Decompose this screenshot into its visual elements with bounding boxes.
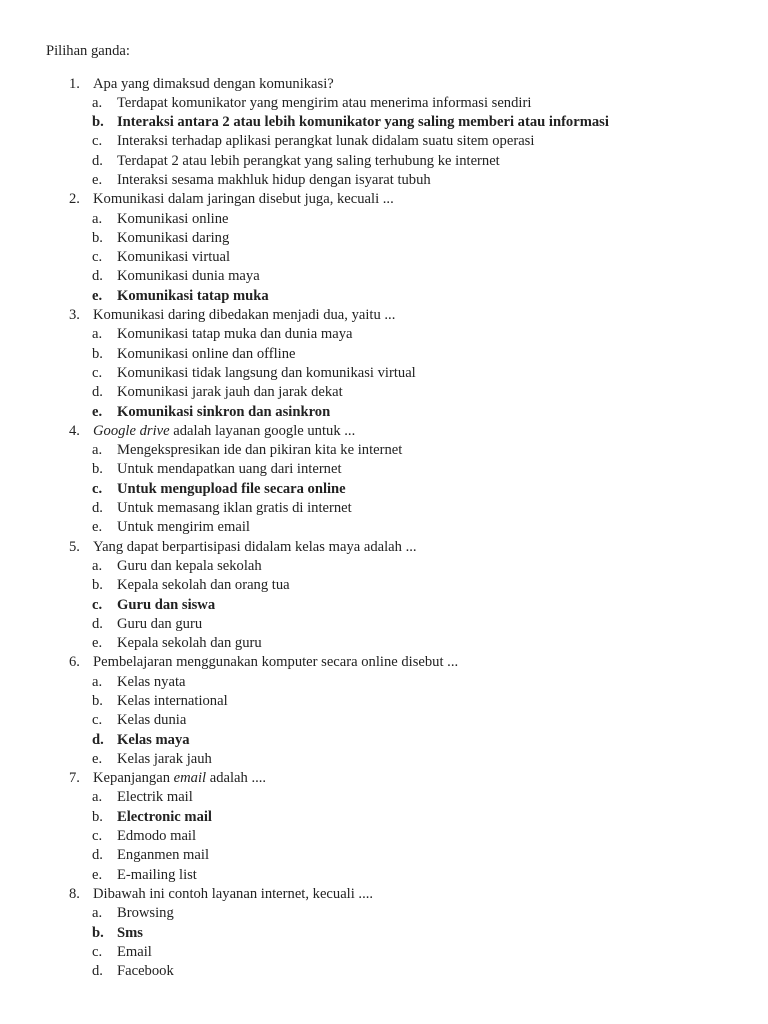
answer-option (0, 171, 768, 190)
option-letter: e. (92, 519, 103, 536)
option-text: Kepala sekolah dan guru (117, 635, 262, 652)
option-letter: c. (92, 249, 103, 266)
option-letter: d. (92, 847, 103, 864)
option-text: Untuk mengupload file secara online (117, 480, 346, 497)
option-text: Terdapat komunikator yang mengirim atau menerima informasi sendiri (117, 94, 532, 111)
question-number: 1. (69, 75, 80, 92)
option-text: Enganmen mail (117, 847, 209, 864)
question-text-prefix: Pembelajaran menggunakan komputer secara online disebut ... (93, 654, 459, 671)
option-text: Untuk mendapatkan uang dari internet (117, 461, 342, 478)
answer-option (0, 962, 768, 981)
option-letter: a. (92, 673, 103, 690)
option-text: Email (117, 943, 152, 960)
option-letter: d. (92, 152, 103, 169)
option-letter: e. (92, 287, 103, 304)
option-text: Komunikasi tidak langsung dan komunikasi virtual (117, 364, 416, 381)
option-letter: b. (92, 577, 103, 594)
option-text: Browsing (117, 905, 174, 922)
option-text: Untuk mengirim email (117, 519, 250, 536)
answer-option (0, 248, 768, 267)
question-text (93, 190, 394, 209)
question-text-italic: email (173, 770, 207, 787)
option-letter: e. (92, 403, 103, 420)
option-text: Komunikasi online dan offline (117, 345, 296, 362)
question-text (93, 306, 395, 325)
option-letter: c. (92, 712, 103, 729)
option-letter: b. (92, 114, 104, 131)
option-letter: c. (92, 828, 103, 845)
option-letter: b. (92, 461, 103, 478)
answer-option (0, 692, 768, 711)
option-letter: d. (92, 963, 103, 980)
question-text-prefix: Komunikasi daring dibedakan menjadi dua, yaitu ... (93, 307, 396, 324)
option-letter: a. (92, 905, 103, 922)
option-letter: c. (92, 943, 103, 960)
question-text-suffix: adalah layanan google untuk ... (169, 422, 356, 439)
option-text: E-mailing list (117, 866, 197, 883)
option-text: Komunikasi sinkron dan asinkron (117, 403, 331, 420)
answer-option (0, 267, 768, 286)
option-text: Terdapat 2 atau lebih perangkat yang saling terhubung ke internet (117, 152, 500, 169)
question-item (0, 885, 768, 904)
answer-option-correct (0, 596, 768, 615)
option-text: Edmodo mail (117, 828, 197, 845)
option-text: Electrik mail (117, 789, 193, 806)
question-text-prefix: Dibawah ini contoh layanan internet, kecuali .... (93, 885, 374, 902)
answer-option-correct (0, 403, 768, 422)
question-item (0, 538, 768, 557)
question-number: 2. (69, 191, 80, 208)
answer-option-correct (0, 731, 768, 750)
option-text: Kelas dunia (117, 712, 187, 729)
question-number: 4. (69, 422, 80, 439)
option-letter: b. (92, 229, 103, 246)
option-text: Electronic mail (117, 808, 212, 825)
option-letter: a. (92, 557, 103, 574)
answer-option (0, 441, 768, 460)
answer-option (0, 615, 768, 634)
answer-option (0, 152, 768, 171)
question-number: 3. (69, 307, 80, 324)
option-letter: b. (92, 924, 104, 941)
question-item (0, 306, 768, 325)
answer-option-correct (0, 113, 768, 132)
question-text (93, 885, 373, 904)
answer-option (0, 94, 768, 113)
answer-option-correct (0, 924, 768, 943)
option-text: Kelas international (117, 693, 228, 709)
answer-option (0, 866, 768, 885)
answer-option (0, 576, 768, 595)
option-letter: d. (92, 384, 103, 401)
option-letter: e. (92, 171, 103, 188)
option-text: Interaksi sesama makhluk hidup dengan isyarat tubuh (117, 171, 431, 188)
answer-option (0, 846, 768, 865)
question-item (0, 653, 768, 672)
section-heading: Pilihan ganda: (46, 43, 130, 59)
option-letter: a. (92, 326, 103, 343)
answer-option (0, 345, 768, 364)
answer-option (0, 750, 768, 769)
option-text: Kelas maya (117, 731, 190, 748)
option-letter: e. (92, 635, 103, 652)
option-letter: b. (92, 345, 103, 362)
option-letter: c. (92, 596, 103, 613)
question-item (0, 190, 768, 209)
question-text-prefix: Kepanjangan (93, 770, 174, 787)
option-letter: c. (92, 480, 103, 497)
answer-option (0, 499, 768, 518)
answer-option-correct (0, 480, 768, 499)
answer-option (0, 673, 768, 692)
option-text: Komunikasi tatap muka dan dunia maya (117, 326, 353, 343)
option-letter: b. (92, 693, 103, 709)
question-text (93, 653, 458, 672)
option-text: Interaksi antara 2 atau lebih komunikator yang saling memberi atau informasi (117, 114, 609, 131)
option-text: Facebook (117, 963, 174, 980)
option-letter: c. (92, 133, 103, 150)
answer-option (0, 634, 768, 653)
question-number: 5. (69, 538, 80, 555)
option-letter: b. (92, 808, 103, 825)
option-text: Guru dan siswa (117, 596, 216, 613)
option-text: Komunikasi dunia maya (117, 268, 260, 285)
option-text: Kelas nyata (117, 673, 186, 690)
answer-option (0, 364, 768, 383)
answer-option (0, 210, 768, 229)
question-text (93, 422, 355, 441)
question-item (0, 75, 768, 94)
question-text (93, 75, 334, 94)
answer-option-correct (0, 287, 768, 306)
option-text: Komunikasi online (117, 210, 229, 227)
answer-option (0, 557, 768, 576)
answer-option (0, 827, 768, 846)
option-text: Kelas jarak jauh (117, 750, 212, 767)
question-number: 6. (69, 654, 80, 671)
option-text: Kepala sekolah dan orang tua (117, 577, 290, 594)
option-letter: a. (92, 789, 103, 806)
option-letter: c. (92, 364, 103, 381)
question-text (93, 538, 417, 557)
question-text-suffix: adalah .... (206, 770, 267, 787)
question-item (0, 769, 768, 788)
answer-option (0, 460, 768, 479)
option-letter: e. (92, 866, 103, 883)
option-text: Komunikasi jarak jauh dan jarak dekat (117, 384, 343, 401)
option-text: Guru dan kepala sekolah (117, 557, 262, 574)
option-text: Guru dan guru (117, 615, 203, 632)
option-letter: a. (92, 442, 103, 459)
option-letter: a. (92, 210, 103, 227)
question-number: 8. (69, 885, 80, 902)
option-text: Mengekspresikan ide dan pikiran kita ke internet (117, 442, 403, 459)
option-letter: e. (92, 750, 103, 767)
answer-option-correct (0, 808, 768, 827)
option-text: Sms (117, 924, 143, 941)
option-letter: a. (92, 94, 103, 111)
option-text: Komunikasi virtual (117, 249, 231, 266)
option-letter: d. (92, 500, 103, 517)
option-letter: d. (92, 268, 103, 285)
question-list (0, 75, 768, 982)
question-item (0, 422, 768, 441)
answer-option (0, 132, 768, 151)
question-text-italic: Google drive (93, 422, 170, 439)
answer-option (0, 518, 768, 537)
option-text: Komunikasi tatap muka (117, 287, 269, 304)
question-text-prefix: Apa yang dimaksud dengan komunikasi? (93, 75, 334, 92)
option-text: Untuk memasang iklan gratis di internet (117, 500, 352, 517)
option-text: Interaksi terhadap aplikasi perangkat lunak didalam suatu sitem operasi (117, 133, 535, 150)
answer-option (0, 943, 768, 962)
question-number: 7. (69, 770, 80, 787)
answer-option (0, 229, 768, 248)
option-letter: d. (92, 731, 104, 748)
answer-option (0, 383, 768, 402)
answer-option (0, 711, 768, 730)
question-text (93, 769, 266, 788)
answer-option (0, 325, 768, 344)
question-text-prefix: Komunikasi dalam jaringan disebut juga, kecuali ... (93, 191, 394, 208)
option-letter: d. (92, 615, 103, 632)
answer-option (0, 904, 768, 923)
answer-option (0, 788, 768, 807)
option-text: Komunikasi daring (117, 229, 230, 246)
question-text-prefix: Yang dapat berpartisipasi didalam kelas maya adalah ... (93, 538, 417, 555)
